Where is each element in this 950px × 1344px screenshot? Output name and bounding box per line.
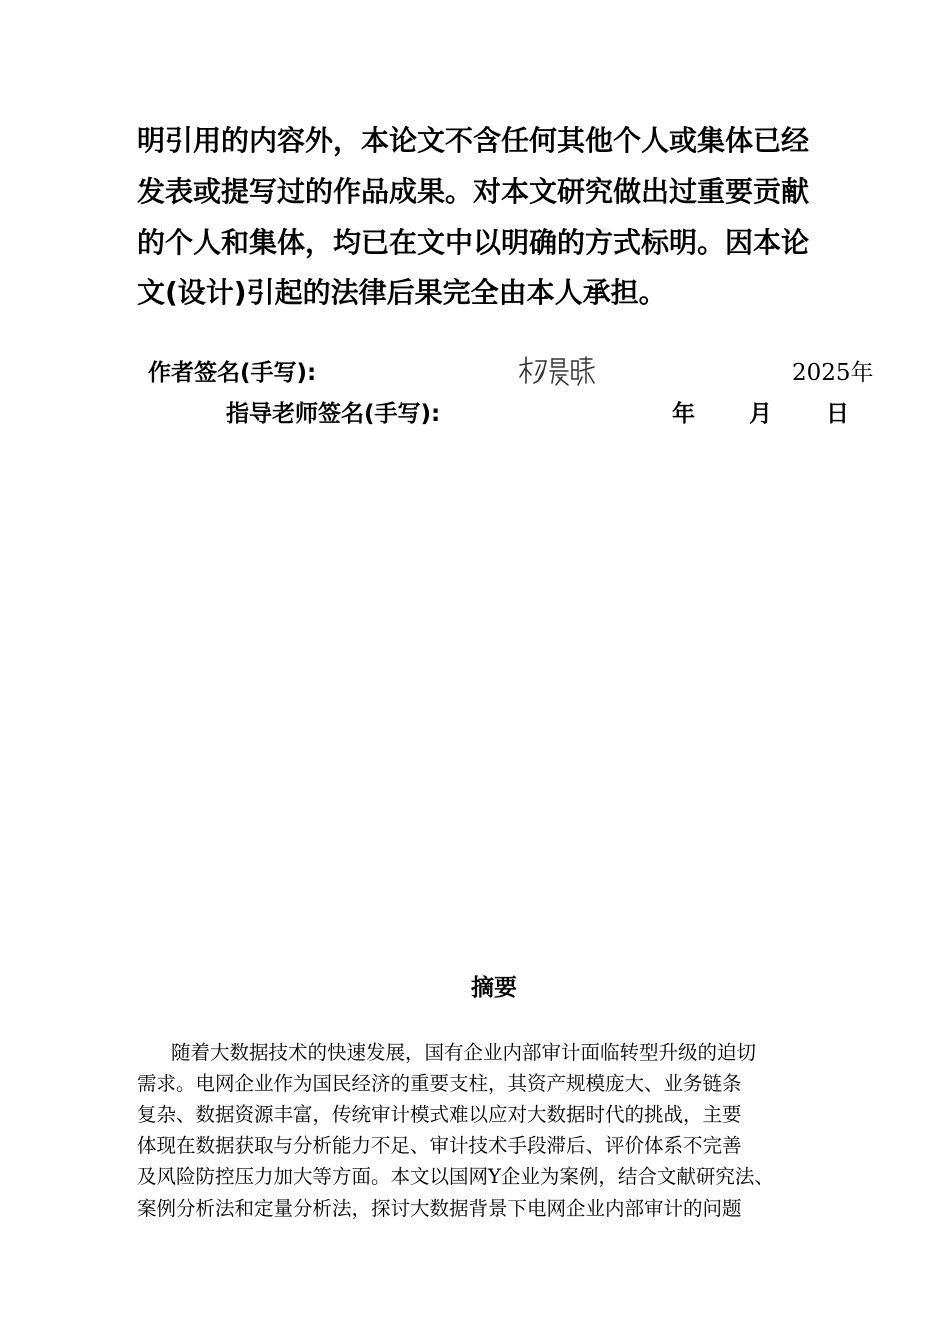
abstract-title: 摘要 — [471, 975, 517, 1001]
advisor-date-year: 年 — [672, 401, 695, 427]
author-date-year: 2025年 — [792, 360, 874, 386]
advisor-date-month: 月 — [749, 401, 772, 427]
abstract-line: 随着大数据技术的快速发展，国有企业内部审计面临转型升级的迫切 — [171, 1041, 757, 1064]
abstract-line: 复杂、数据资源丰富，传统审计模式难以应对大数据时代的挑战，主要 — [137, 1103, 742, 1126]
declaration-line: 明引用的内容外，本论文不含任何其他个人或集体已经 — [137, 124, 810, 157]
declaration-line: 发表或提写过的作品成果。对本文研究做出过重要贡献 — [137, 175, 810, 208]
advisor-signature-label: 指导老师签名(手写): — [226, 401, 441, 427]
advisor-date-day: 日 — [826, 401, 849, 427]
abstract-line: 需求。电网企业作为国民经济的重要支柱，其资产规模庞大、业务链条 — [137, 1072, 742, 1095]
abstract-line: 体现在数据获取与分析能力不足、审计技术手段滞后、评价体系不完善 — [137, 1134, 742, 1157]
declaration-line: 的个人和集体，均已在文中以明确的方式标明。因本论 — [137, 226, 810, 259]
abstract-line: 案例分析法和定量分析法，探讨大数据背景下电网企业内部审计的问题 — [137, 1197, 742, 1220]
author-signature-label: 作者签名(手写): — [148, 360, 317, 386]
author-handwritten-signature — [516, 353, 596, 389]
abstract-line: 及风险防控压力加大等方面。本文以国网Y企业为案例，结合文献研究法、 — [137, 1165, 774, 1188]
declaration-line: 文(设计)引起的法律后果完全由本人承担。 — [137, 276, 667, 309]
